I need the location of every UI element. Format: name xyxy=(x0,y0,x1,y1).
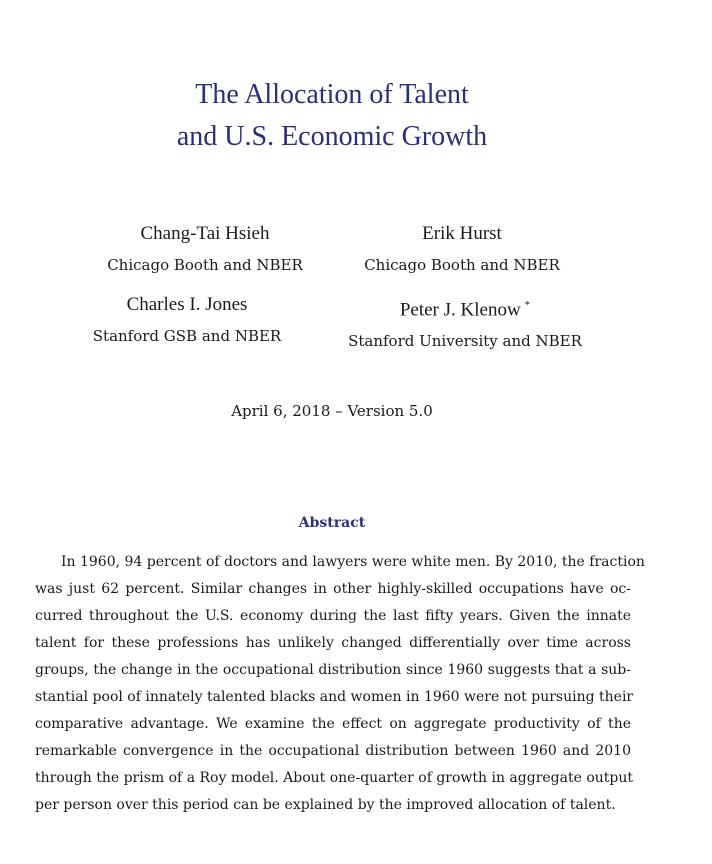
author-affiliation: Chicago Booth and NBER xyxy=(364,256,560,274)
author-affiliation: Stanford GSB and NBER xyxy=(92,327,282,345)
abstract-line: per person over this period can be explained by the improved allocation of talent. xyxy=(35,797,616,813)
author-block xyxy=(310,293,620,352)
abstract-body xyxy=(35,549,645,819)
abstract-line: through the prism of a Roy model. About one-quarter of growth in aggregate output xyxy=(35,770,634,786)
author-name: Erik Hurst xyxy=(422,223,502,244)
abstract-line: groups, the change in the occupational distribution since 1960 suggests that a sub- xyxy=(35,662,631,678)
author-name: Peter J. Klenow xyxy=(399,299,521,321)
author-name-row xyxy=(310,293,620,322)
author-affiliation: Stanford University and NBER xyxy=(348,332,582,351)
abstract-line: comparative advantage. We examine the effect on aggregate productivity of the xyxy=(35,716,631,732)
abstract-line: stantial pool of innately talented blacks and women in 1960 were not pursuing their xyxy=(35,689,634,705)
paper-date: April 6, 2018 – Version 5.0 xyxy=(231,402,433,420)
abstract-line: talent for these professions has unlikely changed differentially over time across xyxy=(35,635,631,651)
author-block xyxy=(336,222,588,276)
title-line: The Allocation of Talent xyxy=(195,79,469,110)
author-name: Chang-Tai Hsieh xyxy=(140,223,270,244)
title-line: and U.S. Economic Growth xyxy=(176,121,488,152)
author-block xyxy=(80,222,330,276)
footnote-marker[interactable]: * xyxy=(524,299,531,311)
author-name: Charles I. Jones xyxy=(126,294,248,315)
abstract-line: remarkable convergence in the occupational distribution between 1960 and 2010 xyxy=(35,743,631,759)
abstract-heading: Abstract xyxy=(298,515,366,531)
abstract-line: In 1960, 94 percent of doctors and lawyers were white men. By 2010, the fraction xyxy=(61,554,645,570)
abstract-line: curred throughout the U.S. economy during the last fifty years. Given the innate xyxy=(35,608,631,624)
abstract-line: was just 62 percent. Similar changes in other highly-skilled occupations have oc- xyxy=(35,581,631,597)
paper-title xyxy=(0,74,664,158)
author-block xyxy=(62,293,312,347)
author-affiliation: Chicago Booth and NBER xyxy=(107,256,303,274)
